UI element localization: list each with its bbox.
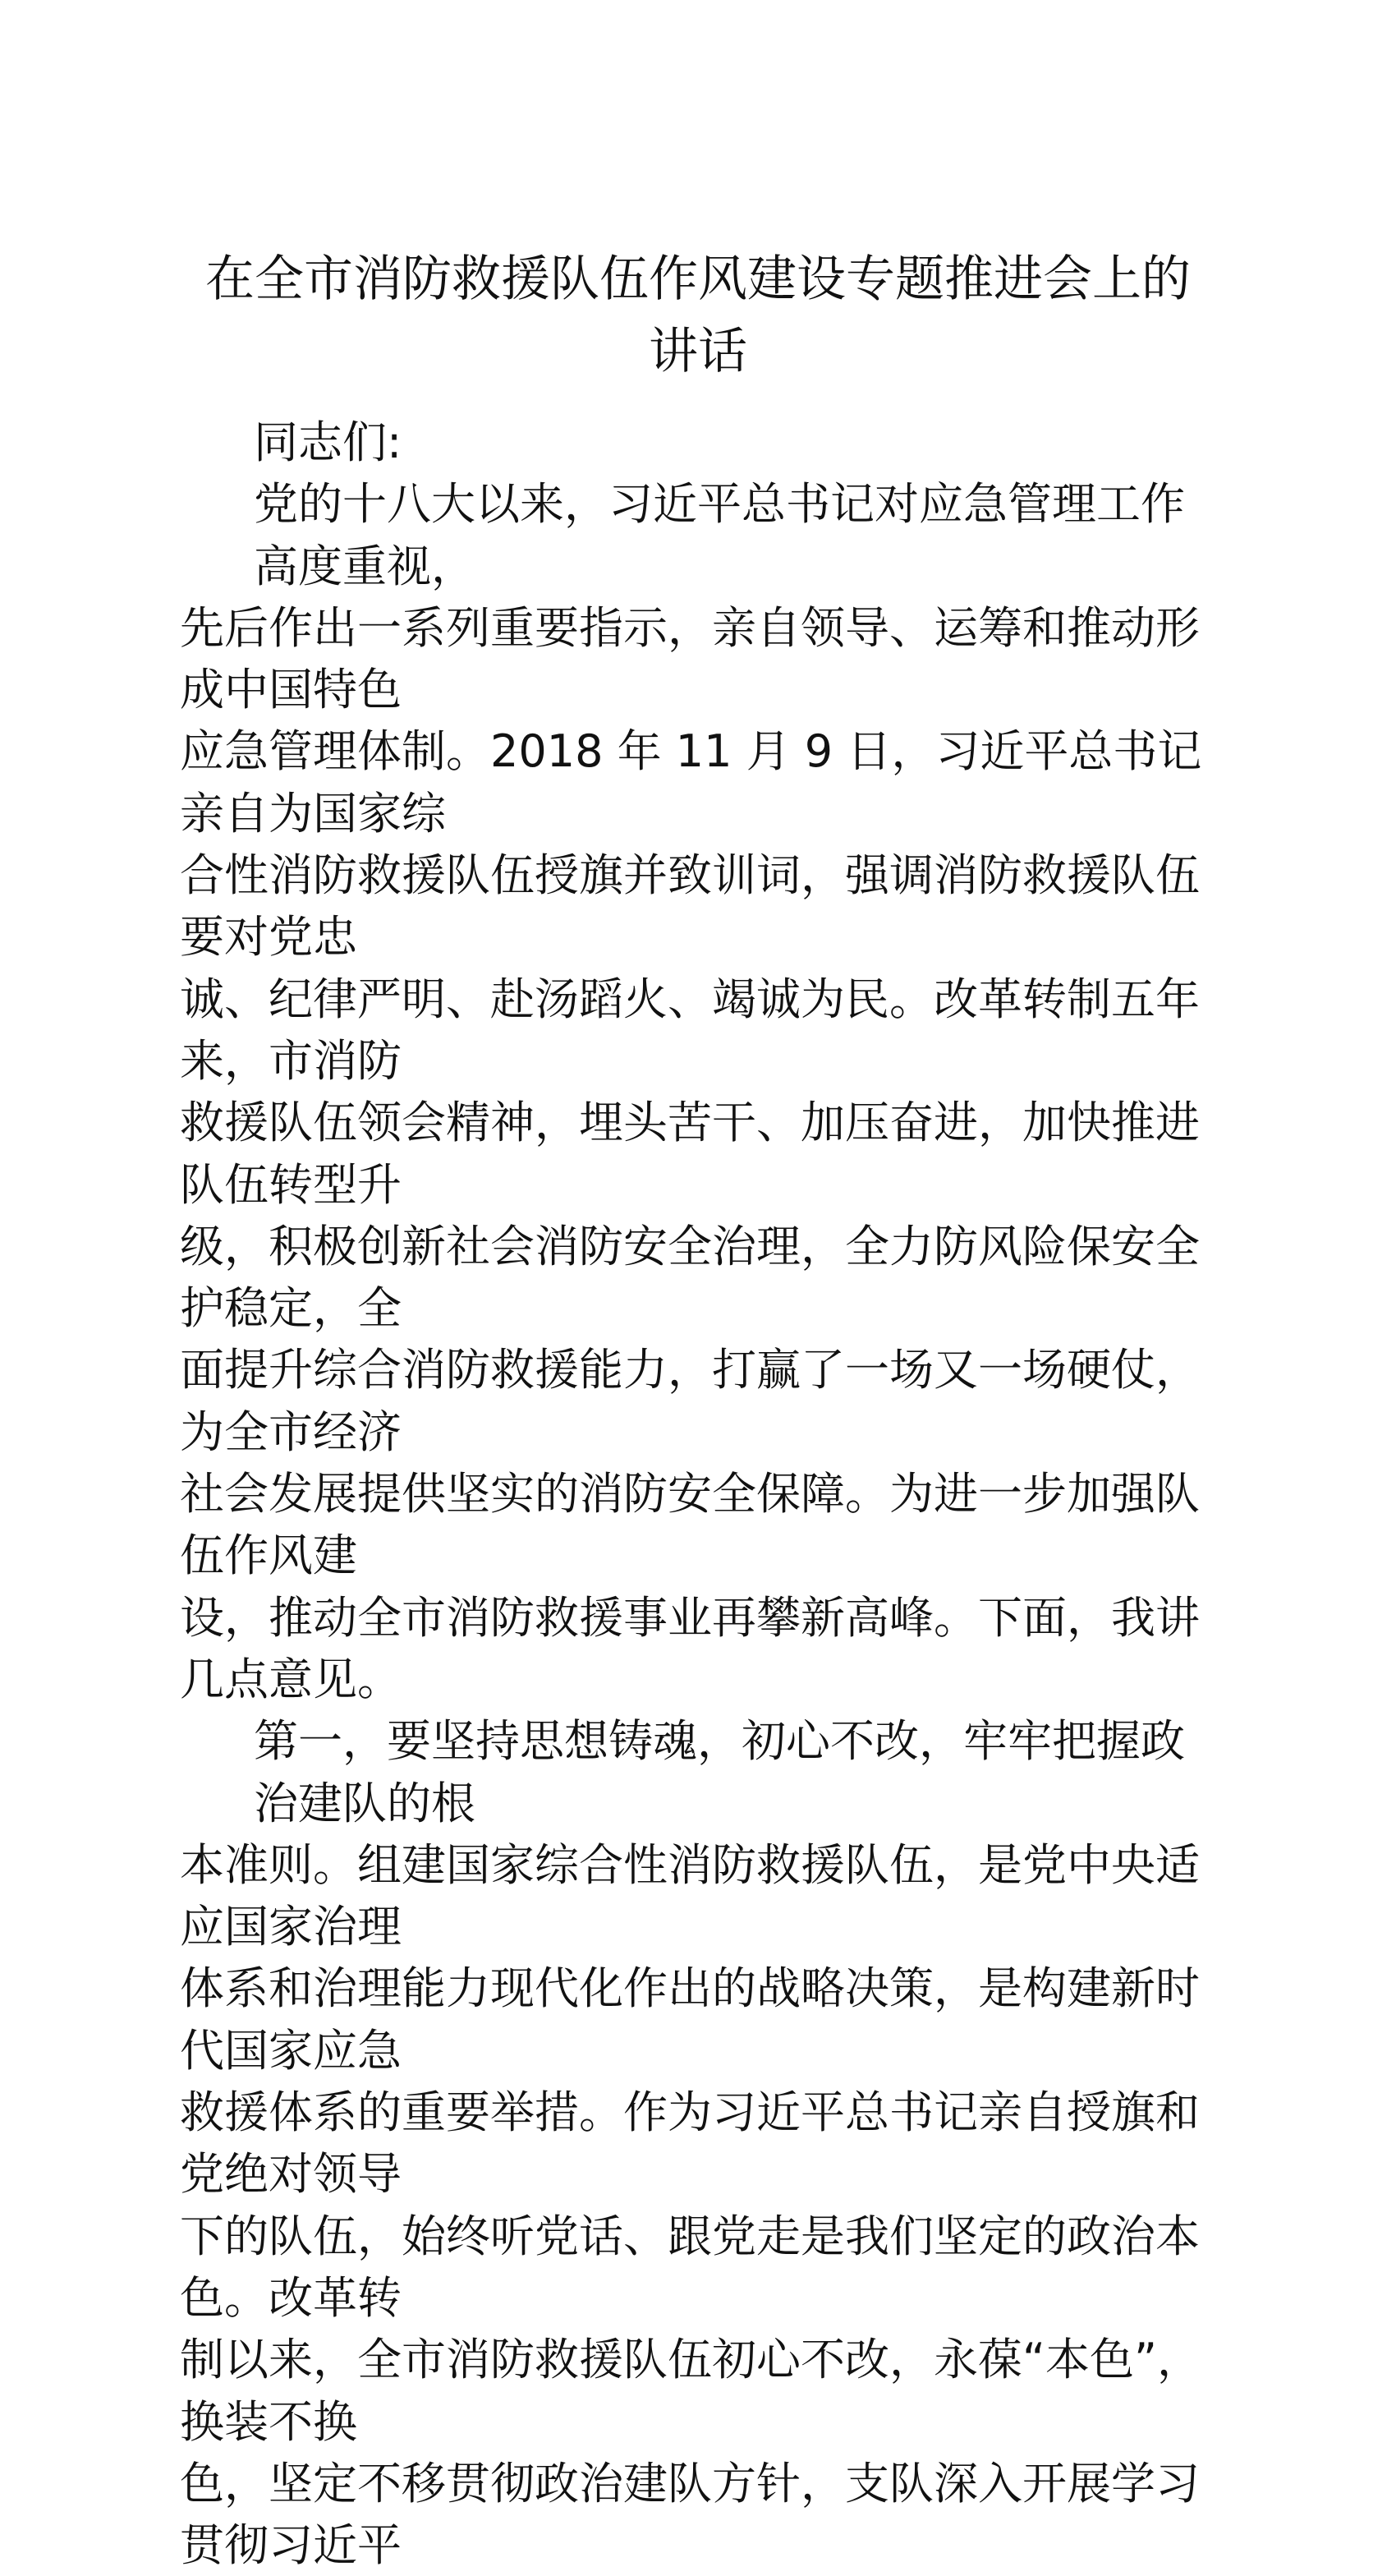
paragraph-line: 诚、纪律严明、赴汤蹈火、竭诚为民。改革转制五年来，市消防 (180, 973, 1200, 1087)
paragraph-line: 制以来，全市消防救援队伍初心不改，永葆“本色”，换装不换 (180, 2334, 1201, 2448)
paragraph-line: 体系和治理能力现代化作出的战略决策，是构建新时代国家应急 (180, 1962, 1200, 2077)
paragraph-line: 救援队伍领会精神，埋头苦干、加压奋进，加快推进队伍转型升 (180, 1097, 1200, 1211)
paragraph-line: 先后作出一系列重要指示，亲自领导、运筹和推动形成中国特色 (180, 601, 1200, 716)
paragraph-line: 党的十八大以来，习近平总书记对应急管理工作高度重视， (254, 478, 1185, 592)
salutation: 同志们: (254, 416, 402, 468)
document-body (180, 412, 1206, 2576)
paragraph-line: 第一，要坚持思想铸魂，初心不改，牢牢把握政治建队的根 (254, 1715, 1185, 1829)
paragraph-line: 下的队伍，始终听党话、跟党走是我们坚定的政治本色。改革转 (180, 2210, 1200, 2324)
paragraph-1 (180, 473, 1206, 1710)
paragraph-line: 级，积极创新社会消防安全治理，全力防风险保安全护稳定，全 (180, 1220, 1200, 1335)
document-title-line-2: 讲话 (649, 323, 747, 380)
paragraph-line: 社会发展提供坚实的消防安全保障。为进一步加强队伍作风建 (180, 1468, 1200, 1582)
paragraph-line: 面提升综合消防救援能力，打赢了一场又一场硬仗，为全市经济 (180, 1344, 1200, 1458)
paragraph-line: 本准则。组建国家综合性消防救援队伍，是党中央适应国家治理 (180, 1838, 1200, 1953)
paragraph-line: 色，坚定不移贯彻政治建队方针，支队深入开展学习贯彻习近平 (180, 2457, 1200, 2572)
paragraph-line: 救援体系的重要举措。作为习近平总书记亲自授旗和党绝对领导 (180, 2086, 1200, 2201)
paragraph-line: 应急管理体制。2018 年 11 月 9 日，习近平总书记亲自为国家综 (180, 725, 1202, 840)
paragraph-line: 合性消防救援队伍授旗并致训词，强调消防救援队伍要对党忠 (180, 849, 1200, 964)
paragraph-line: 设，推动全市消防救援事业再攀新高峰。下面，我讲几点意见。 (180, 1591, 1200, 1705)
document-title-line-1: 在全市消防救援队伍作风建设专题推进会上的 (205, 251, 1191, 308)
paragraph-2 (180, 1710, 1206, 2576)
